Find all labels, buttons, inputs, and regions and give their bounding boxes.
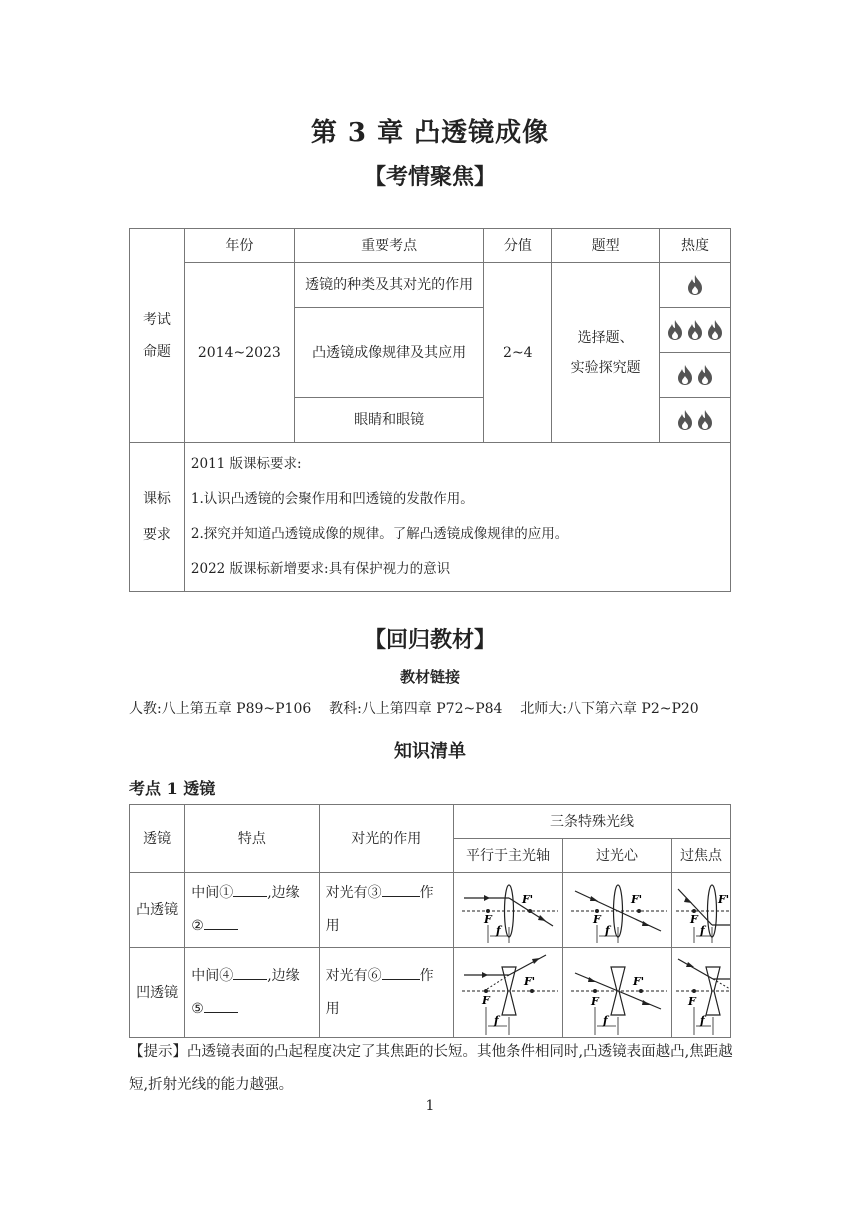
tip-text: 【提示】凸透镜表面的凸起程度决定了其焦距的长短。其他条件相同时,凸透镜表面越凸,焦距越短,折射光线的能力越强。 [129,1044,733,1093]
header-year: 年份 [184,229,294,263]
svg-text:F: F [590,994,599,1008]
requirement-line: 1.认识凸透镜的会聚作用和凹透镜的发散作用。 [190,491,474,507]
header-special-rays: 三条特殊光线 [453,805,730,839]
svg-text:F': F' [521,893,534,906]
convex-parallel-svg [454,877,562,943]
heat-cell [660,398,731,443]
convex-focus-svg [672,877,730,943]
header-center: 过光心 [562,839,671,873]
header-parallel: 平行于主光轴 [453,839,562,873]
lens-table [129,804,731,1038]
concave-parallel-ray-diagram [453,948,562,1038]
textbook-refs: 人教:八上第五章 P89~P106 教科:八上第四章 P72~P84 北师大:八下第六章 P2~P20 [129,701,699,717]
header-feature: 特点 [185,805,319,873]
point-cell: 凸透镜成像规律及其应用 [294,308,484,398]
svg-text:F: F [483,913,492,926]
flame-icon [685,319,705,341]
flame-icon [705,319,725,341]
requirements-text [184,443,730,592]
requirement-line: 2011 版课标要求: [190,456,302,472]
heat-cell [660,308,731,353]
svg-text:f: f [699,1013,705,1027]
year-cell: 2014~2023 [184,263,294,443]
row-label-convex: 凸透镜 [130,873,185,948]
svg-text:f: f [604,924,610,937]
point-cell: 眼睛和眼镜 [294,398,484,443]
header-focus: 过焦点 [671,839,730,873]
header-points: 重要考点 [294,229,484,263]
page-number: 1 [425,1098,435,1114]
requirement-line: 2.探究并知道凸透镜成像的规律。了解凸透镜成像规律的应用。 [190,526,569,542]
row-label-concave: 凹透镜 [130,948,185,1038]
concave-feature: 中间④ ,边缘 ⑤ [185,948,319,1038]
svg-text:F: F [592,913,601,926]
svg-text:f: f [493,1013,499,1027]
score-cell: 2~4 [484,263,552,443]
convex-center-svg [563,877,671,943]
header-type: 题型 [552,229,660,263]
point-cell: 透镜的种类及其对光的作用 [294,263,484,308]
requirements-label: 课标 要求 [130,443,185,592]
svg-text:F': F' [630,893,643,906]
svg-text:F': F' [717,893,730,906]
concave-focus-ray-diagram [671,948,730,1038]
concave-parallel-svg [454,949,562,1037]
convex-parallel-ray-diagram [453,873,562,948]
svg-text:F': F' [523,974,536,988]
heat-cell [660,263,731,308]
convex-focus-ray-diagram [671,873,730,948]
svg-text:f: f [699,924,705,937]
type-cell: 选择题、 实验探究题 [552,263,660,443]
flame-icon [675,364,695,386]
knowledge-list-title: 知识清单 [394,741,466,762]
svg-text:F: F [687,994,696,1008]
svg-text:f: f [602,1013,608,1027]
svg-text:F: F [689,913,698,926]
exam-row-label: 考试 命题 [130,229,185,443]
header-score: 分值 [484,229,552,263]
flame-icon [685,274,705,296]
concave-center-ray-diagram [562,948,671,1038]
page-title: 第 3 章 凸透镜成像 [310,118,550,148]
exam-table [129,228,731,592]
requirement-line: 2022 版课标新增要求:具有保护视力的意识 [190,561,451,577]
flame-icon [665,319,685,341]
concave-focus-svg [672,949,730,1037]
convex-effect: 对光有③ 作 用 [319,873,453,948]
flame-icon [695,409,715,431]
convex-center-ray-diagram [562,873,671,948]
convex-feature: 中间① ,边缘 ② [185,873,319,948]
section-title-textbook: 【回归教材】 [363,628,496,653]
header-effect: 对光的作用 [319,805,453,873]
svg-text:F: F [481,993,490,1007]
textbook-link-title: 教材链接 [399,668,460,686]
svg-text:f: f [495,924,501,937]
kp1-title: 考点 1 透镜 [129,779,216,798]
concave-effect: 对光有⑥ 作 用 [319,948,453,1038]
heat-cell [660,353,731,398]
header-lens: 透镜 [130,805,185,873]
flame-icon [675,409,695,431]
concave-center-svg [563,949,671,1037]
section-title-exam-focus: 【考情聚焦】 [363,165,496,190]
header-heat: 热度 [660,229,731,263]
svg-text:F': F' [632,974,645,988]
flame-icon [695,364,715,386]
